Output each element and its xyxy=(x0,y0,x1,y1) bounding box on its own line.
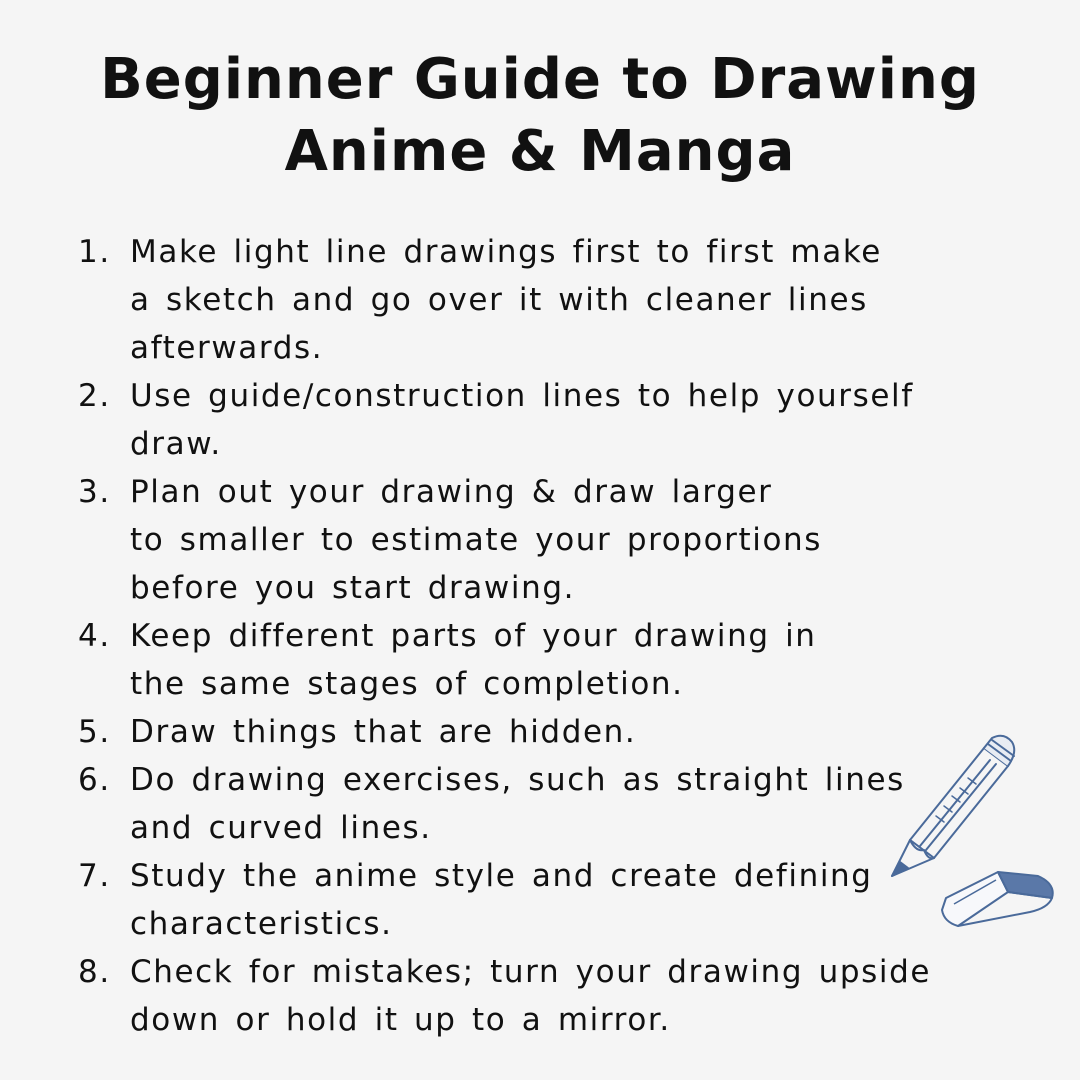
item-text-line: draw. xyxy=(130,426,222,462)
item-text-line: to smaller to estimate your proportions xyxy=(130,522,823,558)
item-text-line: characteristics. xyxy=(130,906,393,942)
item-text-line: afterwards. xyxy=(130,330,324,366)
item-number: 4. xyxy=(78,618,111,654)
list-item-7 xyxy=(78,852,958,948)
item-number: 6. xyxy=(78,762,111,798)
title-line-2: Anime & Manga xyxy=(284,119,796,184)
list-item-2 xyxy=(78,372,958,468)
item-text-line: Plan out your drawing & draw larger xyxy=(130,474,773,510)
item-text-line: Do drawing exercises, such as straight lines xyxy=(130,762,905,798)
list-item-6 xyxy=(78,756,958,852)
page-title xyxy=(0,44,1080,188)
item-text-line: Draw things that are hidden. xyxy=(130,714,637,750)
item-number: 8. xyxy=(78,954,111,990)
item-text-line: Check for mistakes; turn your drawing upside xyxy=(130,954,932,990)
item-text-line: a sketch and go over it with cleaner lines xyxy=(130,282,868,318)
pencil-icon xyxy=(892,736,1014,876)
tips-list xyxy=(78,228,958,1044)
item-number: 1. xyxy=(78,234,111,270)
title-line-1: Beginner Guide to Drawing xyxy=(100,47,980,112)
item-text-line: and curved lines. xyxy=(130,810,432,846)
item-text-line: before you start drawing. xyxy=(130,570,576,606)
list-item-5 xyxy=(78,708,958,756)
pencil-eraser-illustration xyxy=(880,730,1070,940)
item-text-line: Keep different parts of your drawing in xyxy=(130,618,817,654)
list-item-4 xyxy=(78,612,958,708)
item-text-line: the same stages of completion. xyxy=(130,666,684,702)
item-text-line: down or hold it up to a mirror. xyxy=(130,1002,671,1038)
list-item-3 xyxy=(78,468,958,612)
item-number: 5. xyxy=(78,714,111,750)
item-number: 7. xyxy=(78,858,111,894)
list-item-1 xyxy=(78,228,958,372)
item-text-line: Study the anime style and create defining xyxy=(130,858,873,894)
list-item-8 xyxy=(78,948,958,1044)
item-text-line: Make light line drawings first to first make xyxy=(130,234,882,270)
eraser-icon xyxy=(942,872,1053,926)
item-number: 3. xyxy=(78,474,111,510)
item-number: 2. xyxy=(78,378,111,414)
item-text-line: Use guide/construction lines to help yourself xyxy=(130,378,914,414)
